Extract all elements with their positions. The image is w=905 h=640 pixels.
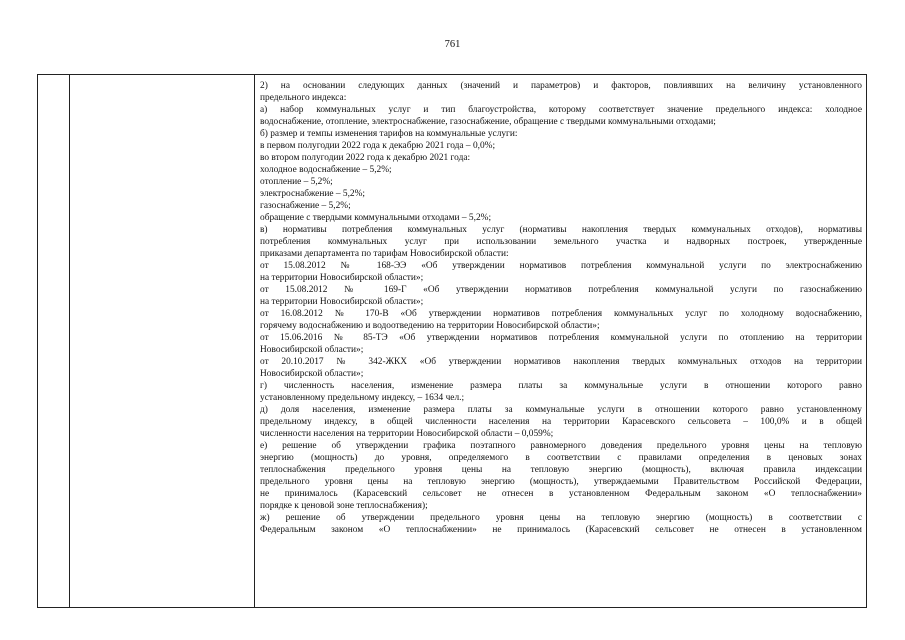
text-line: предельному индексу, в общей численности населения на территории Карасевского сельсовета – 100,0% и в общей	[260, 417, 862, 427]
text-line: Новосибирской области»;	[260, 369, 364, 379]
text-line: б) размер и темпы изменения тарифов на коммунальные услуги:	[260, 129, 518, 139]
text-line: а) набор коммунальных услуг и тип благоустройства, которому соответствует значение предельного индекса: холодное	[260, 105, 862, 115]
text-line: отопление – 5,2%;	[260, 177, 333, 187]
text-line: в первом полугодии 2022 года к декабрю 2021 года – 0,0%;	[260, 141, 496, 151]
text-line: не принималось (Карасевский сельсовет не отнесен в установленном Федеральным законом «О теплоснабжении»	[260, 489, 862, 499]
text-line: от 20.10.2017 № 342-ЖКХ «Об утверждении нормативов накопления твердых коммунальных отходов на территории	[260, 357, 862, 367]
column-divider-1	[69, 75, 70, 607]
text-line: Новосибирской области»;	[260, 345, 364, 355]
text-line: порядке к ценовой зоне теплоснабжения);	[260, 501, 428, 511]
column-divider-2	[254, 75, 255, 607]
text-line: теплоснабжения предельного уровня цены на тепловую энергию (мощность), включая правила индексации	[260, 465, 862, 475]
text-line: установленному предельному индексу, – 1634 чел.;	[260, 393, 465, 403]
document-table	[37, 74, 867, 608]
text-line: во втором полугодии 2022 года к декабрю 2021 года:	[260, 153, 471, 163]
text-line: численности населения на территории Новосибирской области – 0,059%;	[260, 429, 554, 439]
text-line: предельного уровня цены на тепловую энергию (мощность), утверждаемыми Правительством Российской Федерации,	[260, 477, 862, 487]
text-line: холодное водоснабжение – 5,2%;	[260, 165, 392, 175]
text-line: е) решение об утверждении графика поэтапного равномерного доведения предельного уровня цены на тепловую	[260, 441, 862, 451]
text-line: потребления коммунальных услуг при использовании земельного участка и надворных построек, утвержденные	[260, 237, 862, 247]
text-line: ж) решение об утверждении предельного уровня цены на тепловую энергию (мощность) в соответствии с	[260, 513, 862, 523]
text-line: Федеральным законом «О теплоснабжении» не принималось (Карасевский сельсовет не отнесен в установленном	[260, 525, 862, 535]
text-line: водоснабжение, отопление, электроснабжение, газоснабжение, обращение с твердыми коммунальными отходами;	[260, 117, 716, 127]
text-line: на территории Новосибирской области»;	[260, 297, 424, 307]
text-line: обращение с твердыми коммунальными отходами – 5,2%;	[260, 213, 492, 223]
text-line: д) доля населения, изменение размера платы за коммунальные услуги в отношении которого равно установленному	[260, 405, 862, 415]
text-line: на территории Новосибирской области»;	[260, 273, 424, 283]
text-line: от 16.08.2012 № 170-В «Об утверждении нормативов потребления коммунальных услуг по холодному водоснабжению,	[260, 309, 862, 319]
text-line: г) численность населения, изменение размера платы за коммунальные услуги в отношении которого равно	[260, 381, 862, 391]
text-line: предельного индекса:	[260, 93, 347, 103]
text-line: от 15.06.2016 № 85-ТЭ «Об утверждении нормативов потребления коммунальной услуги по отоплению на территории	[260, 333, 862, 343]
text-line: электроснабжение – 5,2%;	[260, 189, 366, 199]
text-line: горячему водоснабжению и водоотведению на территории Новосибирской области»;	[260, 321, 600, 331]
table-cell-text	[260, 80, 862, 536]
page-number: 761	[444, 39, 461, 50]
text-line: газоснабжение – 5,2%;	[260, 201, 351, 211]
text-line: энергию (мощность) до уровня, определяемого в соответствии с правилами определения в ценовых зонах	[260, 453, 862, 463]
text-line: в) нормативы потребления коммунальных услуг (нормативы накопления твердых коммунальных отходов), нормативы	[260, 225, 862, 235]
text-line: 2) на основании следующих данных (значений и параметров) и факторов, повлиявших на величину установленного	[260, 81, 862, 91]
text-line: от 15.08.2012 № 168-ЭЭ «Об утверждении нормативов потребления коммунальной услуги по электроснабжению	[260, 261, 862, 271]
text-line: от 15.08.2012 № 169-Г «Об утверждении нормативов потребления коммунальной услуги по газоснабжению	[260, 285, 862, 295]
text-line: приказами департамента по тарифам Новосибирской области:	[260, 249, 509, 259]
